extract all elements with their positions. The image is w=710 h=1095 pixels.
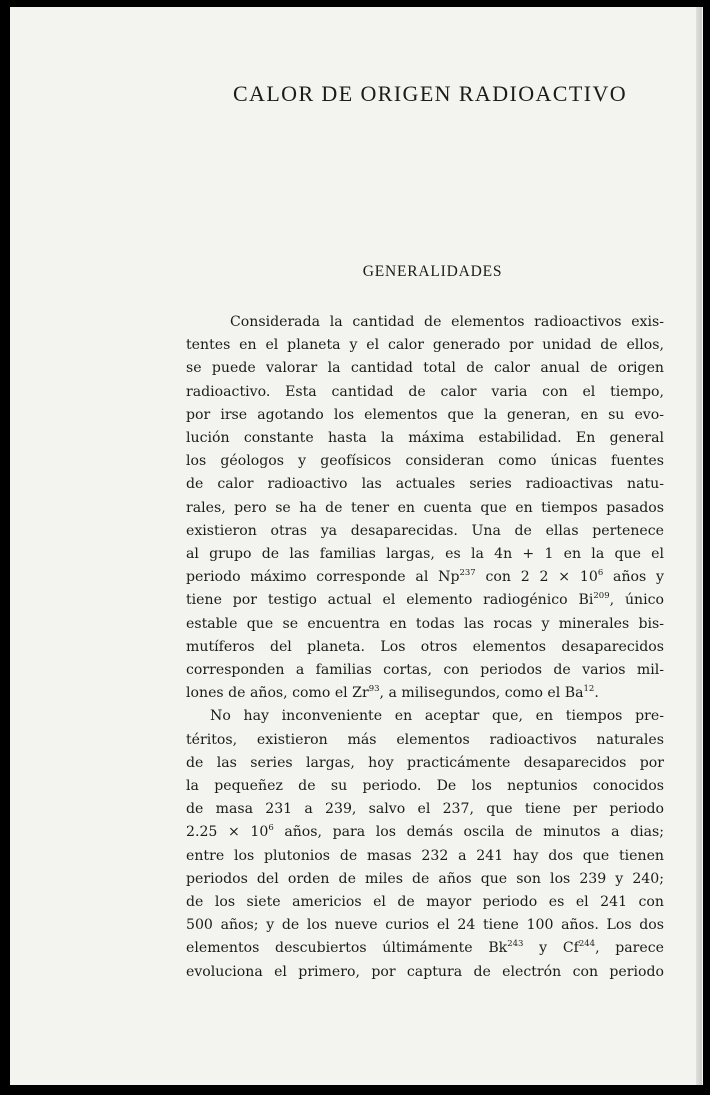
text-line: los géologos y geofísicos consideran como únicas fuentes [186,453,664,470]
text-run: , único [609,592,664,609]
text-line: radioactivo. Esta cantidad de calor varia con el tiempo, [186,383,664,400]
text-line: por irse agotando los elementos que la generan, en su evo- [186,406,664,423]
text-line: estable que se encuentra en todas las rocas y minerales bis- [186,615,664,632]
text-line: periodos del orden de miles de años que son los 239 y 240; [186,870,664,887]
superscript: 6 [268,823,274,834]
text-line: lución constante hasta la máxima estabilidad. En general [186,430,664,447]
text-run: , a milisegundos, como el Ba [379,685,584,702]
text-line: existieron otras ya desaparecidas. Una de ellas pertenece [186,522,664,539]
text-run: elementos descubiertos últimámente Bk [186,940,508,957]
text-run: , parece [595,940,664,957]
text-run: 2.25 × 10 [186,824,269,841]
text-line: No hay inconveniente en aceptar que, en tiempos pre- [210,708,664,725]
text-run: tiene por testigo actual el elemento radiogénico Bi [186,592,594,609]
text-line: rales, pero se ha de tener en cuenta que en tiempos pasados [186,499,664,516]
superscript: 93 [368,684,380,695]
superscript: 12 [583,684,595,695]
text-line: téritos, existieron más elementos radioactivos naturales [186,731,664,748]
text-run: años y [603,569,664,586]
text-line: la pequeñez de su periodo. De los neptunios conocidos [186,778,664,795]
text-line: de calor radioactivo las actuales series radioactivas natu- [186,476,664,493]
text-line: tentes en el planeta y el calor generado por unidad de ellos, [186,337,664,354]
superscript: 243 [507,939,524,950]
text-line: de masa 231 a 239, salvo el 237, que tiene per periodo [186,801,664,818]
text-line: corresponden a familias cortas, con periodos de varios mil- [186,662,664,679]
text-run: años, para los demás oscila de minutos a dias; [273,824,664,841]
text-run: . [594,685,599,702]
text-line [186,821,664,844]
text-run: con 2 2 × 10 [475,569,598,586]
body-text [186,311,664,984]
text-run: y Cf [523,940,579,957]
superscript: 6 [597,568,604,579]
text-line: Considerada la cantidad de elementos radioactivos exis- [230,314,664,330]
paper-sheet [10,7,703,1085]
text-line [186,566,664,589]
page-title: CALOR DE ORIGEN RADIOACTIVO [232,81,628,106]
superscript: 237 [459,568,476,579]
text-run: lones de años, como el Zr [186,685,369,702]
text-run: periodo máximo corresponde al Np [186,569,460,586]
text-line [186,589,664,612]
text-line: evoluciona el primero, por captura de electrón con periodo [186,963,664,980]
text-line: de las series largas, hoy practicámente desaparecidos por [186,754,664,771]
text-line: al grupo de las familias largas, es la 4n + 1 en la que el [186,546,664,563]
text-line: se puede valorar la cantidad total de calor anual de origen [186,360,664,377]
page-edge [696,7,702,1085]
text-line: de los siete americios el de mayor periodo es el 241 con [186,894,664,911]
text-line [186,682,664,705]
section-heading: GENERALIDADES [362,263,503,280]
superscript: 244 [578,939,596,950]
superscript: 209 [593,591,610,602]
text-line: entre los plutonios de masas 232 a 241 hay dos que tienen [186,847,664,864]
text-line: mutíferos del planeta. Los otros elementos desaparecidos [186,638,664,655]
text-line: 500 años; y de los nueve curios el 24 tiene 100 años. Los dos [186,917,664,934]
text-line [186,937,664,960]
